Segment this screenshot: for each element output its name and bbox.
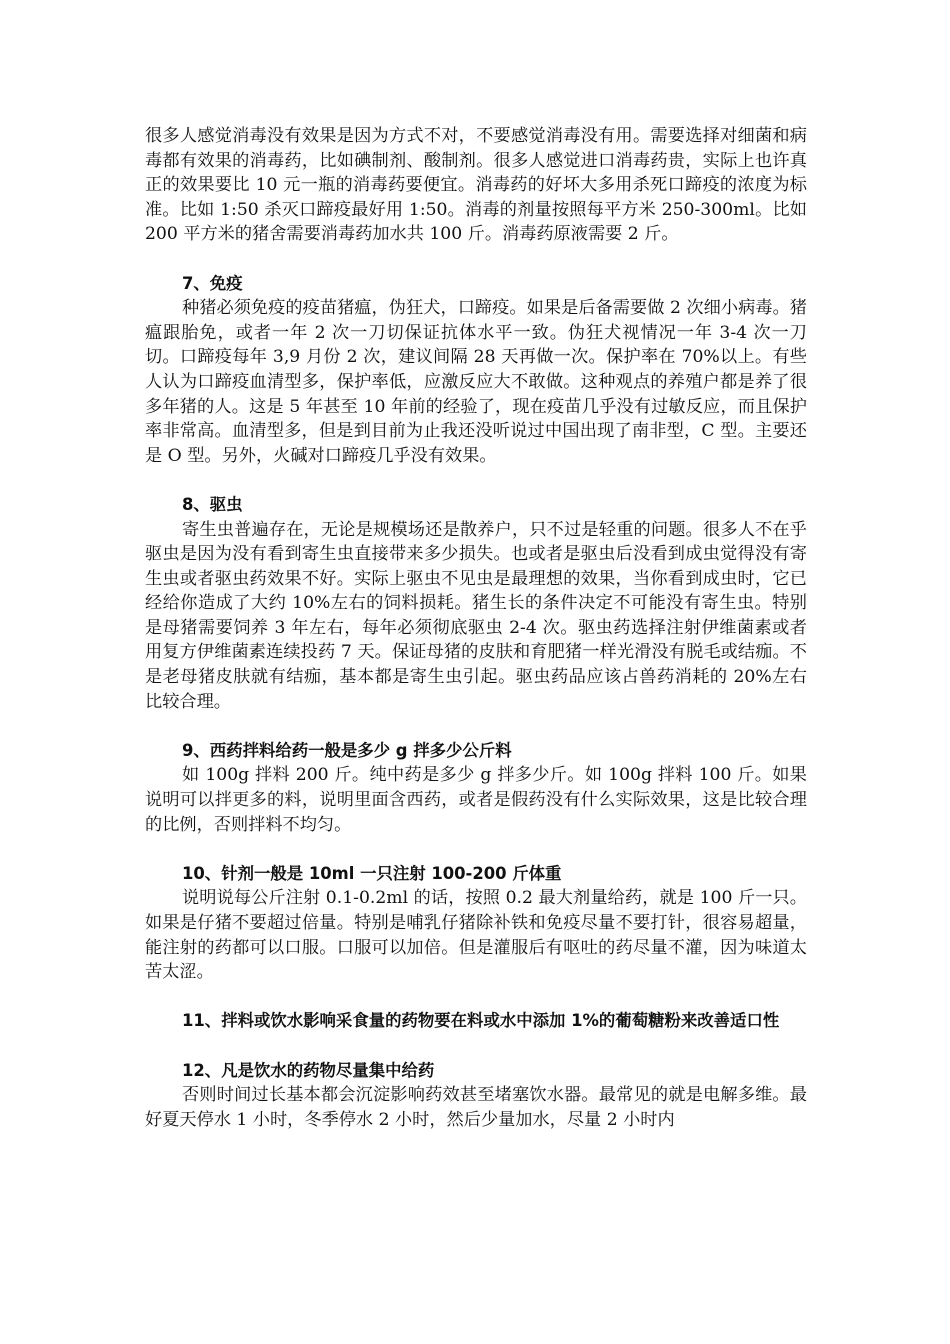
section-gap (145, 837, 807, 862)
section-heading-injection: 10、针剂一般是 10ml 一只注射 100-200 斤体重 (182, 863, 562, 883)
disinfection-paragraph: 很多人感觉消毒没有效果是因为方式不对，不要感觉消毒没有用。需要选择对细菌和病毒都有效果的消毒药，比如碘制剂、酸制剂。很多人感觉进口消毒药贵，实际上也许真正的效果要比 10 元一瓶的消毒药要便宜。消毒药的好坏大多用杀死口蹄疫的浓度为标准。比如 1:50 杀灭口蹄疫最好用 1:50。消毒的剂量按照每平方米 250-300ml。比如 200 平方米的猪舍需要消毒药加水共 100 斤。消毒药原液需要 2 斤。 (145, 126, 807, 245)
section-heading-palatability: 11、拌料或饮水影响采食量的药物要在料或水中添加 1%的葡萄糖粉来改善适口性 (182, 1011, 780, 1031)
deworming-paragraph: 寄生虫普遍存在，无论是规模场还是散养户，只不过是轻重的问题。很多人不在乎驱虫是因为没有看到寄生虫直接带来多少损失。也或者是驱虫后没看到成虫觉得没有寄生虫或者驱虫药效果不好。实际上驱虫不见虫是最理想的效果，当你看到成虫时，它已经给你造成了大约 10%左右的饲料损耗。猪生长的条件决定不可能没有寄生虫。特别是母猪需要饲养 3 年左右，每年必须彻底驱虫 2-4 次。驱虫药选择注射伊维菌素或者用复方伊维菌素连续投药 7 天。保证母猪的皮肤和育肥猪一样光滑没有脱毛或结痂。不是老母猪皮肤就有结痂，基本都是寄生虫引起。驱虫药品应该占兽药消耗的 20%左右比较合理。 (145, 519, 807, 712)
section-gap (145, 247, 807, 272)
section-gap (145, 1034, 807, 1059)
document-page (145, 124, 807, 1132)
section-heading-immunization: 7、免疫 (182, 273, 243, 293)
section-gap (145, 985, 807, 1010)
immunization-paragraph: 种猪必须免疫的疫苗猪瘟，伪狂犬，口蹄疫。如果是后备需要做 2 次细小病毒。猪瘟跟胎免，或者一年 2 次一刀切保证抗体水平一致。伪狂犬视情况一年 3-4 次一刀切。口蹄疫每年 3,9 月份 2 次，建议间隔 28 天再做一次。保护率在 70%以上。有些人认为口蹄疫血清型多，保护率低，应激反应大不敢做。这种观点的养殖户都是养了很多年猪的人。这是 5 年甚至 10 年前的经验了，现在疫苗几乎没有过敏反应，而且保护率非常高。血清型多，但是到目前为止我还没听说过中国出现了南非型，C 型。主要还是 O 型。另外，火碱对口蹄疫几乎没有效果。 (145, 298, 807, 466)
section-heading-feed-dosing: 9、西药拌料给药一般是多少 g 拌多少公斤料 (182, 740, 512, 760)
section-heading-deworming: 8、驱虫 (182, 494, 243, 514)
injection-paragraph: 说明说每公斤注射 0.1-0.2ml 的话，按照 0.2 最大剂量给药，就是 100 斤一只。如果是仔猪不要超过倍量。特别是哺乳仔猪除补铁和免疫尽量不要打针，很容易超量，能注射的药都可以口服。口服可以加倍。但是灌服后有呕吐的药尽量不灌，因为味道太苦太涩。 (145, 888, 807, 983)
section-gap (145, 468, 807, 493)
water-dosing-paragraph: 否则时间过长基本都会沉淀影响药效甚至堵塞饮水器。最常见的就是电解多维。最好夏天停水 1 小时，冬季停水 2 小时，然后少量加水，尽量 2 小时内 (145, 1085, 807, 1130)
section-heading-water-dosing: 12、凡是饮水的药物尽量集中给药 (182, 1060, 435, 1080)
section-gap (145, 714, 807, 739)
feed-dosing-paragraph: 如 100g 拌料 200 斤。纯中药是多少 g 拌多少斤。如 100g 拌料 100 斤。如果说明可以拌更多的料，说明里面含西药，或者是假药没有什么实际效果，这是比较合理的比例，否则拌料不均匀。 (145, 765, 807, 835)
